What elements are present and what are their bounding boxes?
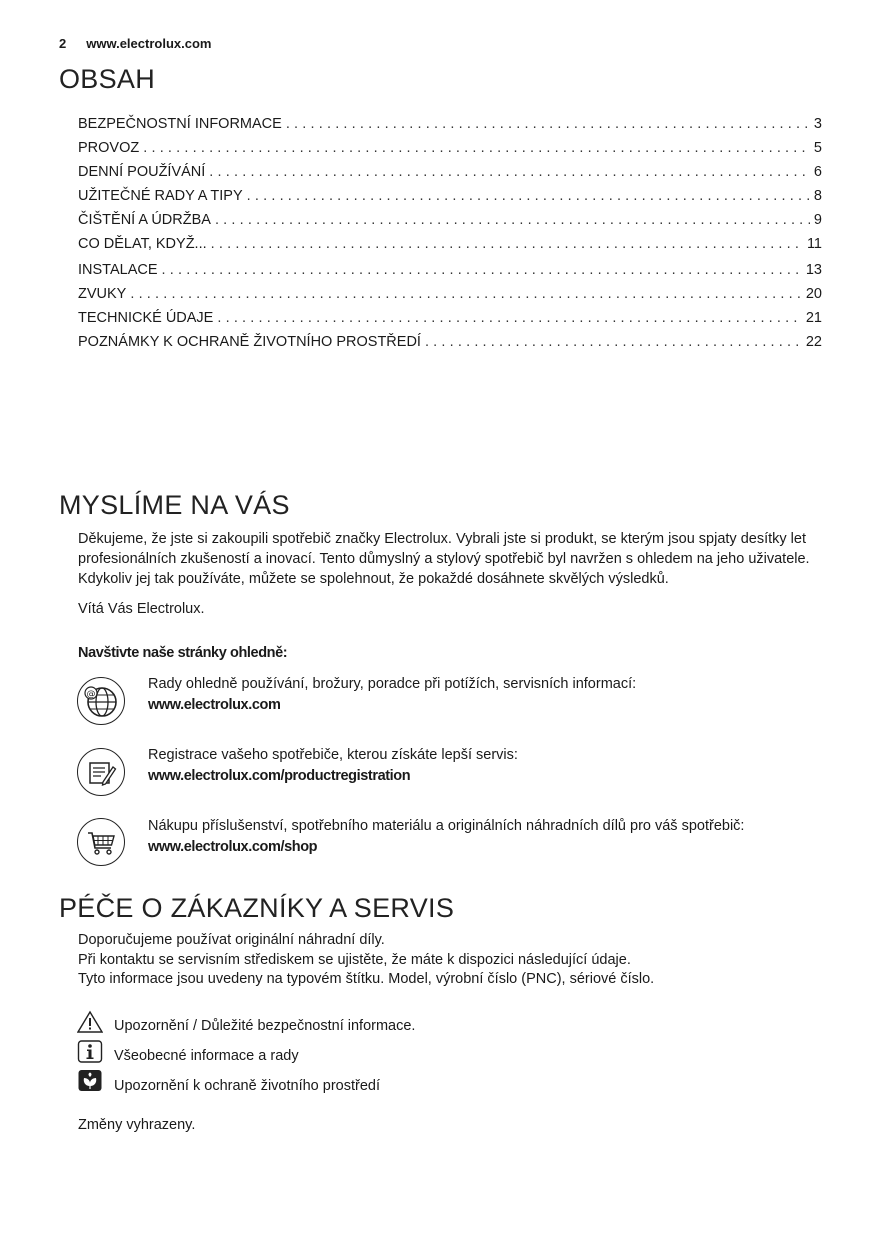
link-item-support [148,674,636,716]
visit-heading: Navštivte naše stránky ohledně: [78,645,288,661]
care-line: Při kontaktu se servisním střediskem se ujistěte, že máte k dispozici následující údaje. [78,952,631,968]
symbol-environment-text: Upozornění k ochraně životního prostředí [114,1078,380,1094]
toc-entry[interactable]: INSTALACE ..... 13 [78,262,822,286]
link-item-registration [148,745,518,787]
header-url[interactable]: www.electrolux.com [86,36,212,51]
changes-reserved: Změny vyhrazeny. [78,1117,196,1133]
care-line: Tyto informace jsou uvedeny na typovém štítku. Model, výrobní číslo (PNC), sériové číslo. [78,971,655,987]
toc-entry[interactable]: BEZPEČNOSTNÍ INFORMACE ..... 3 [78,116,822,140]
link-url[interactable]: www.electrolux.com/productregistration [148,768,411,784]
toc-entry[interactable]: DENNÍ POUŽÍVÁNÍ ..... 6 [78,164,822,188]
toc-entry[interactable]: ČIŠTĚNÍ A ÚDRŽBA ..... 9 [78,212,822,236]
toc-entry[interactable]: UŽITEČNÉ RADY A TIPY ..... 8 [78,188,822,212]
page-number: 2 [59,36,67,51]
shopping-cart-icon [77,818,125,866]
registration-form-icon [77,748,125,796]
welcome-text: Vítá Vás Electrolux. [78,601,205,617]
globe-icon [77,677,125,725]
link-description: Rady ohledně používání, brožury, poradce při potížích, servisních informací: [148,676,637,692]
warning-icon [77,1010,103,1034]
link-url[interactable]: www.electrolux.com/shop [148,839,318,855]
toc-title: OBSAH [59,64,156,94]
intro-paragraph: Děkujeme, že jste si zakoupili spotřebič značky Electrolux. Vybrali jste si produkt, se kterým jsou spjaty desítky let profesionálních zkušeností a inovací. Tento důmyslný a stylový spotřebič byl navržen s ohledem na jeho uživatele. Kdykoliv jej tak používáte, můžete se spolehnout, že pokaždé dosáhnete skvělých výsledků. [78,531,810,587]
svg-text:@: @ [86,689,96,700]
toc-entry[interactable]: ZVUKY ..... 20 [78,286,822,310]
section-title-care: PÉČE O ZÁKAZNÍKY A SERVIS [59,893,455,923]
link-description: Nákupu příslušenství, spotřebního materiálu a originálních náhradních dílů pro váš spotřebič: [148,818,745,834]
link-item-shop [148,816,744,858]
toc-entry[interactable]: PROVOZ ..... 5 [78,140,822,164]
link-description: Registrace vašeho spotřebiče, kterou získáte lepší servis: [148,747,518,763]
environment-icon [77,1069,103,1093]
toc-entry[interactable]: TECHNICKÉ ÚDAJE ..... 21 [78,310,822,334]
care-line: Doporučujeme používat originální náhradní díly. [78,932,385,948]
link-url[interactable]: www.electrolux.com [148,697,281,713]
symbol-info-text: Všeobecné informace a rady [114,1048,299,1064]
toc-entry[interactable]: POZNÁMKY K OCHRANĚ ŽIVOTNÍHO PROSTŘEDÍ ..... 22 [78,334,822,358]
page-header [59,36,211,51]
toc-entry[interactable]: CO DĚLAT, KDYŽ... ..... 11 [78,236,822,260]
info-icon [77,1040,103,1064]
section-title-thinking: MYSLÍME NA VÁS [59,490,290,520]
symbol-warning-text: Upozornění / Důležité bezpečnostní informace. [114,1018,416,1034]
